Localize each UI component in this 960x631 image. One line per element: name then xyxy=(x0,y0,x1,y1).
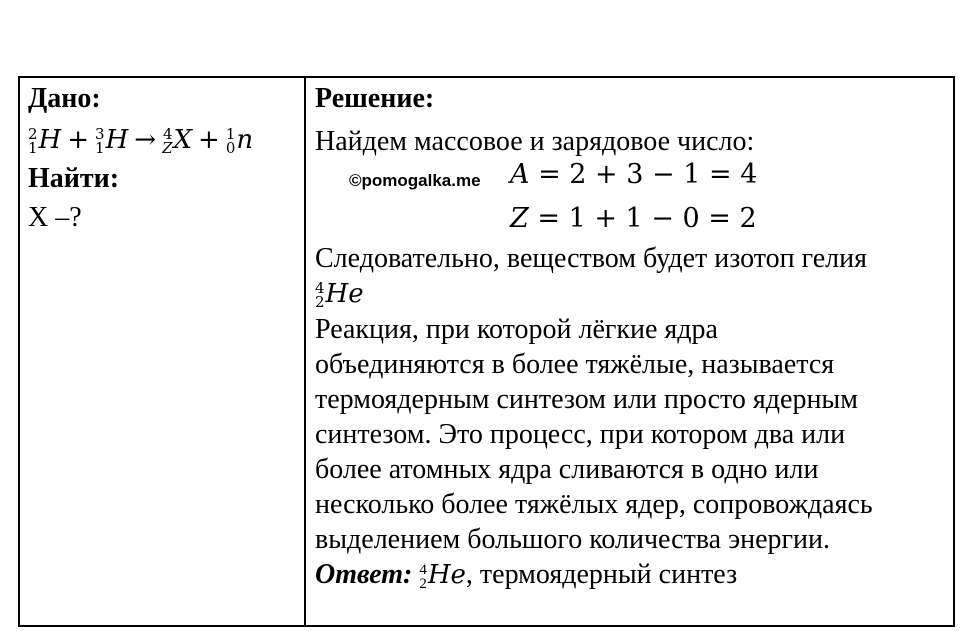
solution-line-2: Следовательно, веществом будет изотоп гелия xyxy=(315,243,868,274)
answer-label: Ответ: xyxy=(315,559,413,590)
solution-column xyxy=(306,78,953,625)
paragraph-line: несколько более тяжёлых ядер, сопровождаясь xyxy=(315,489,873,520)
nuclide-index: 4 Z xyxy=(162,125,173,157)
paragraph-line: объединяются в более тяжёлые, называется xyxy=(315,349,835,380)
given-heading: Дано: xyxy=(28,83,101,114)
nuclide-index: 3 1 xyxy=(95,125,105,157)
paragraph-line: термоядерным синтезом или просто ядерным xyxy=(315,384,858,415)
find-heading: Найти: xyxy=(28,163,120,194)
equation-mass-number xyxy=(315,153,945,197)
arrow-icon: → xyxy=(134,125,157,155)
equation-expression: = 2 + 3 − 1 = 4 xyxy=(538,159,758,190)
nuclide-index: 1 0 xyxy=(225,125,236,157)
nuclide-index: 4 2 xyxy=(419,561,427,592)
equation-charge-number xyxy=(315,197,945,241)
given-column xyxy=(20,78,306,625)
nuclide-symbol: n xyxy=(236,125,254,155)
nuclide-symbol: H xyxy=(38,125,62,155)
nuclide-symbol: He xyxy=(325,279,364,309)
equation-expression: = 1 + 1 − 0 = 2 xyxy=(537,203,757,234)
nuclide-index: 2 1 xyxy=(28,125,38,157)
nuclide-index: 4 2 xyxy=(315,279,325,311)
solution-heading: Решение: xyxy=(315,83,435,114)
reaction-equation xyxy=(28,120,304,160)
paragraph-line: Реакция, при которой лёгкие ядра xyxy=(315,314,718,345)
equation-variable: A xyxy=(510,159,530,190)
plus-sign: + xyxy=(67,125,90,155)
helium-isotope xyxy=(315,276,945,312)
paragraph-line: синтезом. Это процесс, при котором два или xyxy=(315,419,846,450)
answer-line xyxy=(315,557,945,593)
plus-sign: + xyxy=(198,125,220,155)
find-text: X –? xyxy=(28,202,82,233)
watermark: ©pomogalka.me xyxy=(349,171,481,190)
answer-text: , термоядерный синтез xyxy=(465,559,738,590)
solution-line-1: Найдем массовое и зарядовое число: xyxy=(315,126,755,157)
paragraph-line: более атомных ядра сливаются в одно или xyxy=(315,454,819,485)
equation-variable: Z xyxy=(510,203,529,234)
solution-table xyxy=(18,76,955,627)
paragraph-line: выделением большого количества энергии. xyxy=(315,524,830,555)
nuclide-symbol: He xyxy=(427,560,466,590)
nuclide-symbol: X xyxy=(173,125,193,155)
explanation-paragraph xyxy=(315,312,945,557)
nuclide-symbol: H xyxy=(105,125,129,155)
